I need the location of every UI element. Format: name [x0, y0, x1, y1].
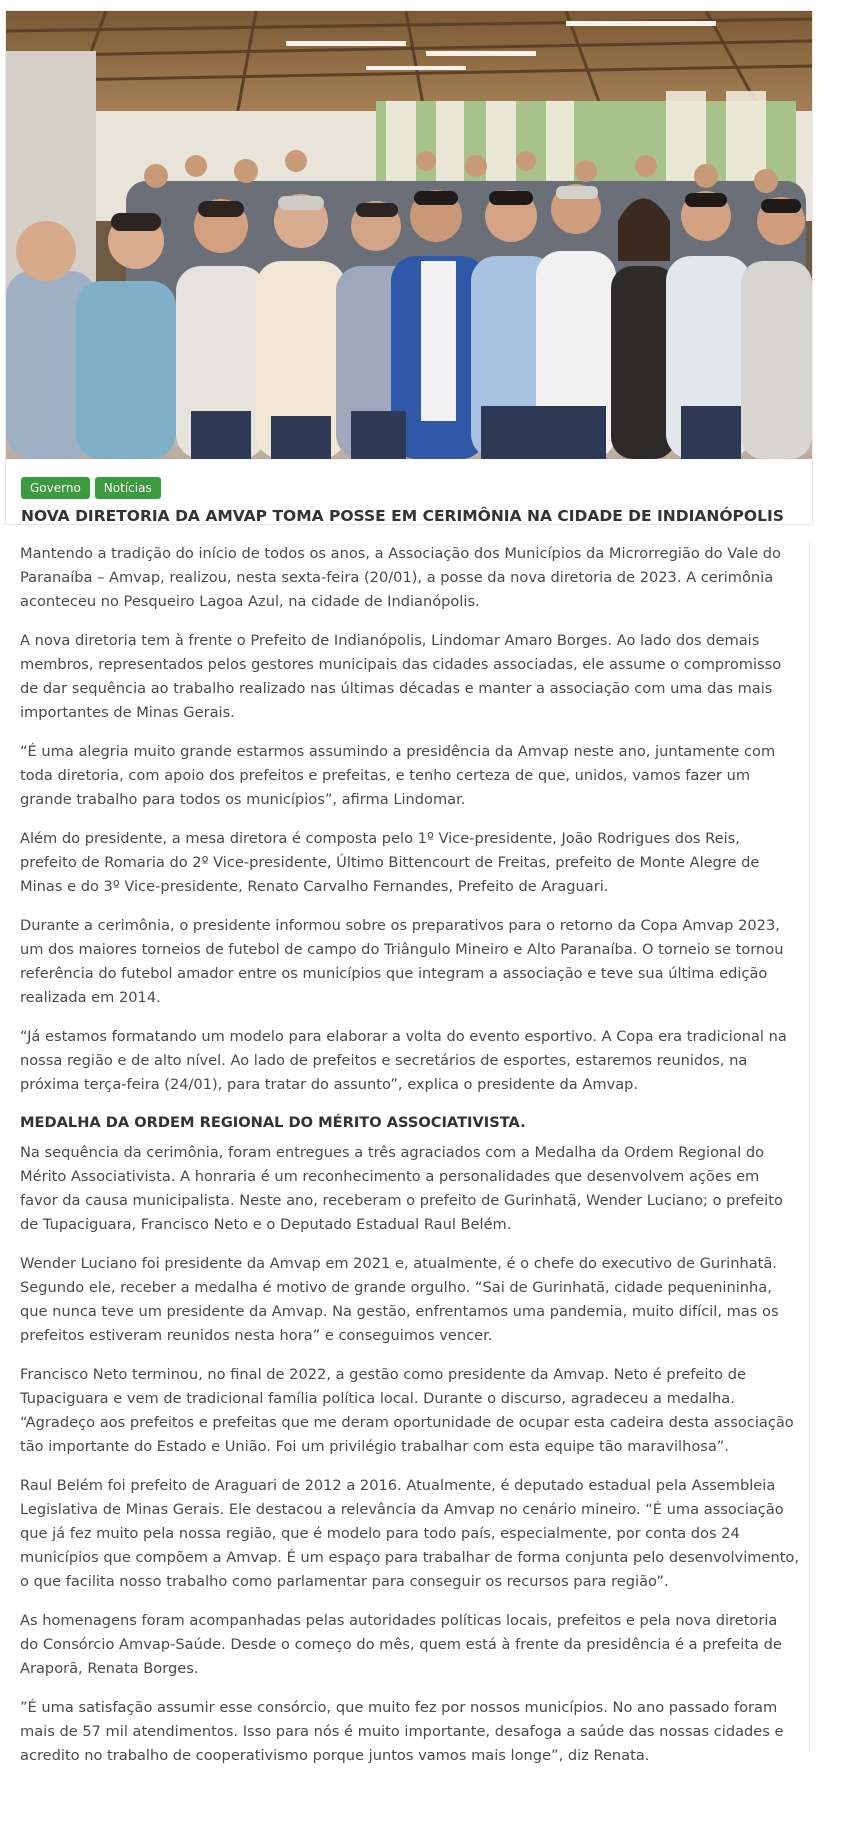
article-title: NOVA DIRETORIA DA AMVAP TOMA POSSE EM CERIMÔNIA NA CIDADE DE INDIANÓPOLIS — [21, 507, 784, 525]
article-photo[interactable] — [6, 11, 812, 459]
group-photo-image — [6, 11, 812, 459]
paragraph: Wender Luciano foi presidente da Amvap em 2021 e, atualmente, é o chefe do executivo de Gurinhatã. Segundo ele, receber a medalha é motivo de grande orgulho. “Sai de Gurinhatã, cidade pequenininha, que nunca teve um presidente da Amvap. Na gestão, enfrentamos uma pandemia, muito difícil, mas os prefeitos estiveram reunidos nesta hora” e conseguimos vencer. — [20, 1255, 779, 1344]
paragraph: Raul Belém foi prefeito de Araguari de 2012 a 2016. Atualmente, é deputado estadual pela Assembleia Legislativa de Minas Gerais. Ele destacou a relevância da Amvap no cenário mineiro. “É uma associação que já fez muito pela nossa região, que é modelo para todo país, especialmente, por conta dos 24 municípios que compõem a Amvap. É um espaço para trabalhar de forma conjunta pelo desenvolvimento, o que facilita nosso trabalho como parlamentar para conseguir os recursos para região”. — [20, 1477, 799, 1590]
paragraph: Na sequência da cerimônia, foram entregues a três agraciados com a Medalha da Ordem Regional do Mérito Associativista. A honraria é um reconhecimento a personalidades que desenvolvem ações em favor da causa municipalista. Neste ano, receberam o prefeito de Gurinhatã, Wender Luciano; o prefeito de Tupaciguara, Francisco Neto e o Deputado Estadual Raul Belém. — [20, 1144, 783, 1233]
paragraph: “É uma alegria muito grande estarmos assumindo a presidência da Amvap neste ano, juntamente com toda diretoria, com apoio dos prefeitos e prefeitas, e tenho certeza de que, unidos, vamos fazer um grande trabalho para todos os municípios”, afirma Lindomar. — [20, 743, 776, 808]
paragraph: Mantendo a tradição do início de todos os anos, a Associação dos Municípios da Microrregião do Vale do Paranaíba – Amvap, realizou, nesta sexta-feira (20/01), a posse da nova diretoria de 2023. A cerimônia aconteceu no Pesqueiro Lagoa Azul, na cidade de Indianópolis. — [20, 545, 781, 610]
tag-list — [21, 477, 161, 499]
article-body — [20, 542, 810, 1764]
section-subheading: MEDALHA DA ORDEM REGIONAL DO MÉRITO ASSOCIATIVISTA. — [20, 1114, 526, 1131]
paragraph: ”É uma satisfação assumir esse consórcio, que muito fez por nossos municípios. No ano passado foram mais de 57 mil atendimentos. Isso para nós é muito importante, desafoga a saúde das nossas cidades e acredito no trabalho de cooperativismo porque juntos vamos mais longe”, diz Renata. — [20, 1699, 784, 1764]
paragraph: Durante a cerimônia, o presidente informou sobre os preparativos para o retorno da Copa Amvap 2023, um dos maiores torneios de futebol de campo do Triângulo Mineiro e Alto Paranaíba. O torneio se tornou referência do futebol amador entre os municípios que integram a associação e teve sua última edição realizada em 2014. — [20, 917, 784, 1006]
paragraph: A nova diretoria tem à frente o Prefeito de Indianópolis, Lindomar Amaro Borges. Ao lado dos demais membros, representados pelos gestores municipais das cidades associadas, ele assume o compromisso de dar sequência ao trabalho realizado nas últimas décadas e manter a associação com uma das mais importantes de Minas Gerais. — [20, 632, 782, 721]
article-card — [5, 10, 813, 525]
paragraph: Francisco Neto terminou, no final de 2022, a gestão como presidente da Amvap. Neto é prefeito de Tupaciguara e vem de tradicional família política local. Durante o discurso, agradeceu a medalha. “Agradeço aos prefeitos e prefeitas que me deram oportunidade de ocupar esta cadeira desta associação tão importante do Estado e União. Foi um privilégio trabalhar com esta equipe tão maravilhosa”. — [20, 1366, 794, 1455]
paragraph: Além do presidente, a mesa diretora é composta pelo 1º Vice-presidente, João Rodrigues dos Reis, prefeito de Romaria do 2º Vice-presidente, Último Bittencourt de Freitas, prefeito de Monte Alegre de Minas e do 3º Vice-presidente, Renato Carvalho Fernandes, Prefeito de Araguari. — [20, 830, 760, 895]
tag-noticias[interactable]: Notícias — [95, 477, 161, 499]
tag-governo[interactable]: Governo — [21, 477, 90, 499]
paragraph: “Já estamos formatando um modelo para elaborar a volta do evento esportivo. A Copa era tradicional na nossa região e de alto nível. Ao lado de prefeitos e secretários de esportes, estaremos reunidos, na próxima terça-feira (24/01), para tratar do assunto”, explica o presidente da Amvap. — [20, 1028, 787, 1093]
paragraph: As homenagens foram acompanhadas pelas autoridades políticas locais, prefeitos e pela nova diretoria do Consórcio Amvap-Saúde. Desde o começo do mês, quem está à frente da presidência é a prefeita de Araporã, Renata Borges. — [20, 1612, 782, 1677]
